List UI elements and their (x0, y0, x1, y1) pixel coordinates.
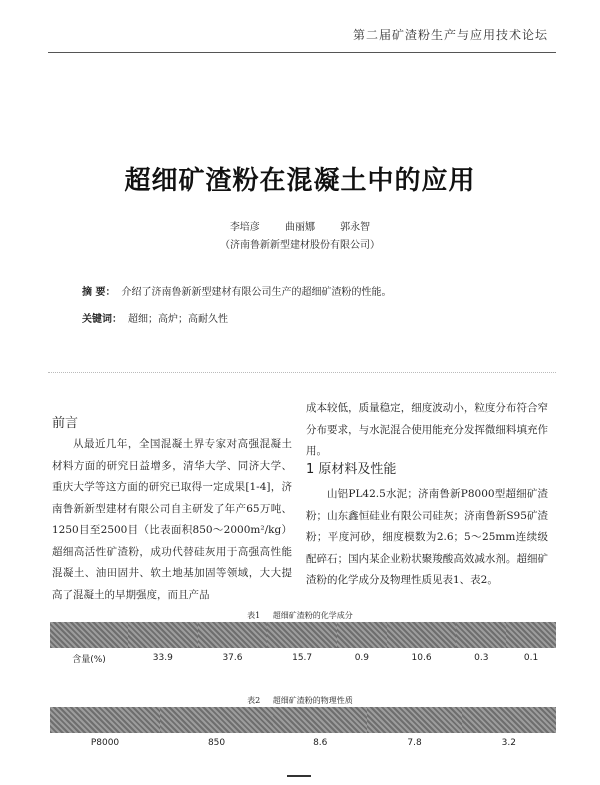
footer-mark (287, 775, 311, 777)
table-cell: 7.8 (407, 738, 422, 748)
table1-row-label: 含量(%) (72, 654, 106, 665)
intro-heading: 前言 (52, 416, 79, 431)
table1-caption: 表1 超细矿渣粉的化学成分 (247, 611, 353, 620)
keywords (82, 310, 532, 325)
intro-paragraph: 从最近几年，全国混凝土界专家对高强混凝土材料方面的研究日益增多，清华大学、同济大学、重庆大学等这方面的研究已取得一定成果[1-4]，济南鲁新新型建材有限公司自主研发了年产65万吨、1250目至2500目（比表面积850～2000m²/kg）超细高活性矿渣粉，成功代替硅灰用于高强高性能混凝土、油田固井、软土地基加固等领域，大大提高了混凝土的早期强度，而且产品 (52, 438, 292, 601)
abstract-label: 摘 要： (82, 287, 116, 298)
table-cell: 37.6 (222, 653, 243, 663)
abstract (82, 283, 532, 298)
paper-title: 超细矿渣粉在混凝土中的应用 (124, 166, 476, 196)
table2-header-row (50, 707, 556, 733)
table-cell: 0.1 (523, 653, 539, 663)
table-cell: 10.6 (411, 653, 432, 663)
table1 (50, 622, 556, 668)
affiliation: （济南鲁新新型建材股份有限公司） (220, 240, 380, 251)
authors: 李培彦 曲丽娜 郭永智 (229, 222, 371, 233)
right-column-continuation: 成本较低，质量稳定，细度波动小，粒度分布符合窄分布要求，与水泥混合使用能充分发挥微细料填充作用。 (306, 402, 548, 457)
table1-header-row (50, 622, 556, 648)
table-cell: 0.3 (474, 653, 489, 663)
header-rule (48, 52, 556, 53)
section-1-heading: 1 原材料及性能 (306, 462, 397, 477)
table-row (50, 733, 556, 753)
section-1-paragraph: 山铝PL42.5水泥；济南鲁新P8000型超细矿渣粉；山东鑫恒硅业有限公司硅灰；济南鲁新S95矿渣粉；平度河砂，细度模数为2.6；5～25mm连续级配碎石；国内某企业粉状聚羧酸高效减水剂。超细矿渣粉的化学成分及物理性质见表1、表2。 (306, 488, 548, 586)
table-cell: 3.2 (501, 738, 516, 748)
keywords-text: 超细；高炉；高耐久性 (128, 314, 228, 325)
table2-row-label: P8000 (90, 738, 120, 748)
table-cell: 850 (207, 738, 226, 748)
running-head: 第二届矿渣粉生产与应用技术论坛 (352, 28, 548, 42)
abstract-text: 介绍了济南鲁新新型建材有限公司生产的超细矿渣粉的性能。 (121, 287, 392, 298)
table-row (50, 648, 556, 668)
table2-caption: 表2 超细矿渣粉的物理性质 (247, 696, 353, 705)
table-cell: 0.9 (354, 653, 370, 663)
table-cell: 33.9 (152, 653, 173, 663)
keywords-label: 关键词： (82, 314, 122, 325)
table2 (50, 707, 556, 753)
table-cell: 8.6 (313, 738, 328, 748)
section-divider (48, 372, 556, 373)
table-cell: 15.7 (292, 653, 313, 663)
